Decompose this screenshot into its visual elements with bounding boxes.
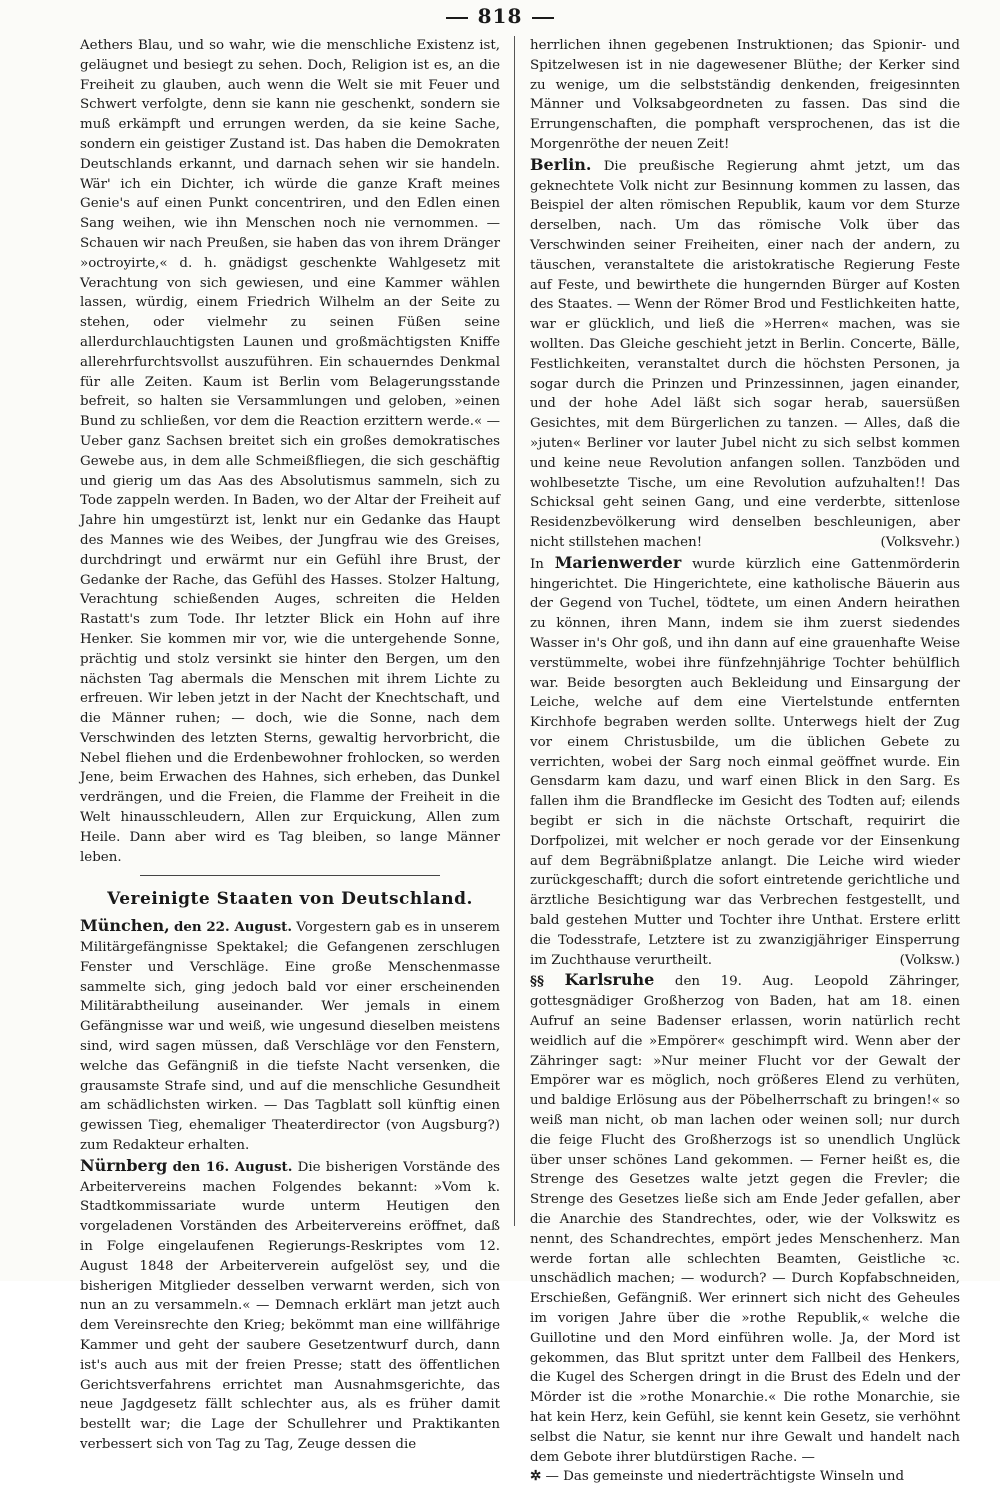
source-berlin: (Volksvehr.): [880, 534, 960, 550]
section-mark-karlsruhe: §§: [530, 973, 545, 990]
dateline-place-karlsruhe: Karlsruhe: [564, 970, 655, 990]
article-nuernberg: [80, 1156, 500, 1455]
article-berlin: [530, 155, 960, 553]
asterisk-mark: ✲: [530, 1468, 542, 1485]
article-karlsruhe: [530, 970, 960, 1467]
right-column: [530, 36, 960, 1487]
dateline-date-nuernberg: den 16. August.: [172, 1158, 293, 1175]
dateline-place-nuernberg: Nürnberg: [80, 1155, 168, 1175]
article-text-nuernberg: Die bisherigen Vorstände des Arbeitervereins machen Folgendes bekannt: »Vom k. Stadtkommissariate wurde unterm Heutigen den vorgeladenen Vorständen des Arbeitervereins eröffnet, daß in Folge eingelaufenen Regierungs-Reskriptes vom 12. August 1848 der Arbeiterverein aufgelöst sey, und die bisherigen Mitglieder desselben verwarnt werden, sich von nun an zu versammeln.« — Demnach erklärt man jetzt auch dem Vereinsrechte den Krieg; bekömmt man eine willfährige Kammer und geht der saubere Gesetzentwurf durch, dann ist's auch aus mit der freien Presse; statt des öffentlichen Gerichtsverfahrens errichtet man Ausnahmsgerichte, das neue Jagdgesetz fällt schlechter aus, als es früher damit bestellt war; die Lage der Schullehrer und Praktikanten verbessert sich von Tag zu Tag, Zeuge dessen die: [80, 1159, 500, 1452]
lead-marienwerder: In: [530, 556, 544, 572]
section-rule: [140, 875, 440, 876]
section-title: Vereinigte Staaten von Deutschland.: [107, 889, 473, 910]
article-text-last: — Das gemeinste und niederträchtigste Winseln und: [545, 1469, 905, 1485]
dateline-place-berlin: Berlin.: [530, 154, 592, 174]
left-column: [80, 36, 500, 1455]
article-marienwerder: [530, 553, 960, 971]
article-muenchen: [80, 916, 500, 1156]
dateline-place-marienwerder: Marienwerder: [554, 552, 682, 572]
page-number: 818: [477, 4, 523, 28]
right-paragraph-continuation: herrlichen ihnen gegebenen Instruktionen; das Spionir- und Spitzelwesen ist in nie dagewesener Blüthe; der Kerker sind zu wenige, um die selbstständig denkenden, freigesinnten Männer und Volksabgeordneten zu fassen. Das sind die Errungenschaften, die pomphaft versprochenen, das ist die Morgenröthe der neuen Zeit!: [530, 38, 960, 152]
header-dash-left: [446, 17, 468, 19]
source-marienwerder: (Volksw.): [899, 952, 960, 968]
article-text-karlsruhe: den 19. Aug. Leopold Zähringer, gottesgnädiger Großherzog von Baden, hat am 18. einen Aufruf an seine Badenser erlassen, worin natürlich recht weidlich auf die »Empörer« geschimpft wird. Wenn aber der Zähringer sagt: »Nur meiner Flucht vor der Gewalt der Empörer war es möglich, noch größeres Elend zu verhüten, und baldige Erlösung aus der Pöbelherrschaft zu bringen!« so weiß man nicht, ob man lachen oder weinen soll; nur durch die feige Flucht des Großherzogs ist so unendlich Unglück über unser schönes Land gekommen. — Ferner heißt es, die Strenge des Gesetzes walte jetzt gegen die Frevler; die Strenge des Gesetzes ließe sich am Ende Jeder gefallen, aber die Anarchie des Standrechtes, oder, wie der Volkswitz es nennt, des Schandrechtes, empört jedes Menschenherz. Man werde fortan alle schlechten Beamten, Geistliche ꝛc. unschädlich machen; — wodurch? — Durch Kopfabschneiden, Erschießen, Gefängniß. Wer erinnert sich nicht des Geheules im vorigen Jahre über die »rothe Republik,« welche die Guillotine und den Mord einführen wolle. Ja, der Mord ist gekommen, das Blut spritzt unter dem Fallbeil des Henkers, die Kugel des Schergen dringt in die Brust des Edeln und der Mörder ist die »rothe Monarchie.« Die rothe Monarchie, sie hat kein Herz, kein Gefühl, sie kennt kein Gesetz, sie verhöhnt selbst die Natur, sie kennt nur ihre Gewalt und handelt nach dem Gebote ihrer blutdürstigen Rache. —: [530, 974, 960, 1465]
article-text-marienwerder: wurde kürzlich eine Gattenmörderin hingerichtet. Die Hingerichtete, eine katholische Bäuerin aus der Gegend von Tuchel, tödtete, um einen Andern heirathen zu können, ihren Mann, indem sie ihm zuerst siedendes Wasser in's Ohr goß, und ihn dann auf eine grauenhafte Weise verstümmelte, wobei ihre fünfzehnjährige Tochter behülflich war. Beide besorgten auch Bekleidung und Einsargung der Leiche, welche auf dem eine Viertelstunde entfernten Kirchhofe begraben werden sollte. Unterwegs hielt der Zug vor einem Christusbilde, um die üblichen Gebete zu verrichten, wobei der Sarg noch einmal geöffnet wurde. Ein Gensdarm kam dazu, und warf einen Blick in den Sarg. Es fallen ihm die Brandflecke im Gesicht des Todten auf; eilends begibt er sich in die nächste Ortschaft, requirirt die Dorfpolizei, mit welcher er noch gerade vor der Einsenkung auf dem Begräbnißplatze anlangt. Die Leiche wird wieder zurückgeschafft; durch die sofort eintretende gerichtliche und ärztliche Besichtigung war das Verbrechen festgestellt, und bald gestehen Mutter und Tochter ihre Unthat. Erstere erlitt die Todesstrafe, Letztere ist zu zwanzigjähriger Einsperrung im Zuchthause verurtheilt.: [530, 556, 960, 968]
article-last: [530, 1467, 960, 1487]
column-divider: [514, 36, 515, 1226]
page-header: [0, 4, 1000, 28]
dateline-place-muenchen: München,: [80, 916, 170, 936]
dateline-date-muenchen: den 22. August.: [174, 919, 292, 936]
left-paragraph-freedom: Aethers Blau, und so wahr, wie die menschliche Existenz ist, geläugnet und besiegt zu sehen. Doch, Religion ist es, an die Freiheit zu glauben, auch wenn die Welt sie mit Feuer und Schwert verfolgte, denn sie kann nie geschenkt, sondern sie muß erkämpft und errungen werden, da sie keine Sache, sondern ein geistiger Zustand ist. Das haben die Demokraten Deutschlands erkannt, und darnach sehen wir sie handeln. Wär' ich ein Dichter, ich würde die ganze Kraft meines Genie's auf einen Punkt concentriren, und den Edlen einen Sang weihen, wie ihn Menschen noch nie vernommen. — Schauen wir nach Preußen, sie haben das von ihrem Dränger »octroyirte,« d. h. gnädigst geschenkte Wahlgesetz mit Verachtung von sich gewiesen, und eine Kammer wählen lassen, würdig, einem Friedrich Wilhelm an der Seite zu stehen, oder vielmehr zu seinen Füßen seine allerdurchlauchtigsten Launen und großmächtigsten Kniffe allerehrfurchtsvollst auszuführen. Ein schauerndes Denkmal für alle Zeiten. Kaum ist Berlin vom Belagerungsstande befreit, so halten sie Versammlungen und geloben, »einen Bund zu schließen, vor dem die Reaction erzittern werde.« — Ueber ganz Sachsen breitet sich ein großes demokratisches Gewebe aus, in dem alle Schmeißfliegen, die sich geschäftig und gierig um das Aas des Absolutismus sammeln, sich zu Tode zappeln werden. In Baden, wo der Altar der Freiheit auf Jahre hin umgestürzt ist, lenkt nur ein Gedanke das Haupt des Mannes wie des Weibes, der Jungfrau wie des Greises, durchdringt und erwärmt nur ein Gefühl ihre Brust, der Gedanke der Rache, das Gefühl des Hasses. Stolzer Haltung, Verachtung schießenden Auges, schreiten die Helden Rastatt's zum Tode. Ihr letzter Blick ein Hohn auf ihre Henker. Sie kommen mir vor, wie die untergehende Sonne, prächtig und stolz versinkt sie hinter den Bergen, um den nächsten Tag abermals die Menschen mit ihrem Lichte zu erfreuen. Wir leben jetzt in der Nacht der Knechtschaft, und die Männer ruhen; — doch, wie die Sonne, nach dem Verschwinden des letzten Sterns, gewaltig hervorbricht, die Nebel fliehen und die Erdenbewohner frohlocken, so werden Jene, beim Erwachen des Hahnes, sich erheben, das Dunkel verdrängen, und die Freien, die Flamme der Freiheit in die Welt hinausschleudern, Allen zur Erquickung, Allen zum Heile. Dann aber wird es Tag bleiben, so lange Männer leben.: [80, 38, 500, 865]
header-dash-right: [532, 17, 554, 19]
article-text-muenchen: Vorgestern gab es in unserem Militärgefängnisse Spektakel; die Gefangenen zerschlugen Fenster und Verschläge. Eine große Menschenmasse sammelte sich, ging jedoch bald vor einer erscheinenden Militärabtheilung auseinander. Wer jemals in einem Gefängnisse war und weiß, wie ungesund dieselben meistens sind, wird sagen müssen, daß Verschläge vor den Fenstern, welche das Gefängniß in die tiefste Nacht versenken, die grausamste Strafe sind, und auf die menschliche Gesundheit am schädlichsten wirken. — Das Tagblatt soll künftig einen gewissen Tieg, ehemaliger Theaterdirector (von Augsburg?) zum Redakteur erhalten.: [80, 920, 500, 1154]
article-text-berlin: Die preußische Regierung ahmt jetzt, um das geknechtete Volk nicht zur Besinnung kommen zu lassen, das Beispiel der alten römischen Republik, kaum vor dem Sturze derselben, nach. Um das römische Volk über das Verschwinden seiner Freiheiten, einer nach der andern, zu täuschen, veranstaltete die aristokratische Regierung Feste auf Feste, und bewirthete die hungernden Bürger auf Kosten des Staates. — Wenn der Römer Brod und Festlichkeiten hatte, war er glücklich, und ließ die »Herren« machen, was sie wollten. Das Gleiche geschieht jetzt in Berlin. Concerte, Bälle, Festlichkeiten, veranstaltet durch die höchsten Personen, ja sogar durch die Prinzen und Prinzessinnen, jagen einander, und der hohe Adel läßt sich sogar herab, sauersüßen Gesichtes, mit dem Bürgerlichen zu tanzen. — Alles, daß die »juten« Berliner vor lauter Jubel nicht zu sich selbst kommen und keine neue Revolution anfangen sollen. Tanzböden und wohlbesetzte Tische, um eine Revolution aufzuhalten!! Das Schicksal geht seinen Gang, und eine verderbte, sittenlose Residenzbevölkerung wird denselben beschleunigen, aber nicht stillstehen machen!: [530, 158, 960, 550]
